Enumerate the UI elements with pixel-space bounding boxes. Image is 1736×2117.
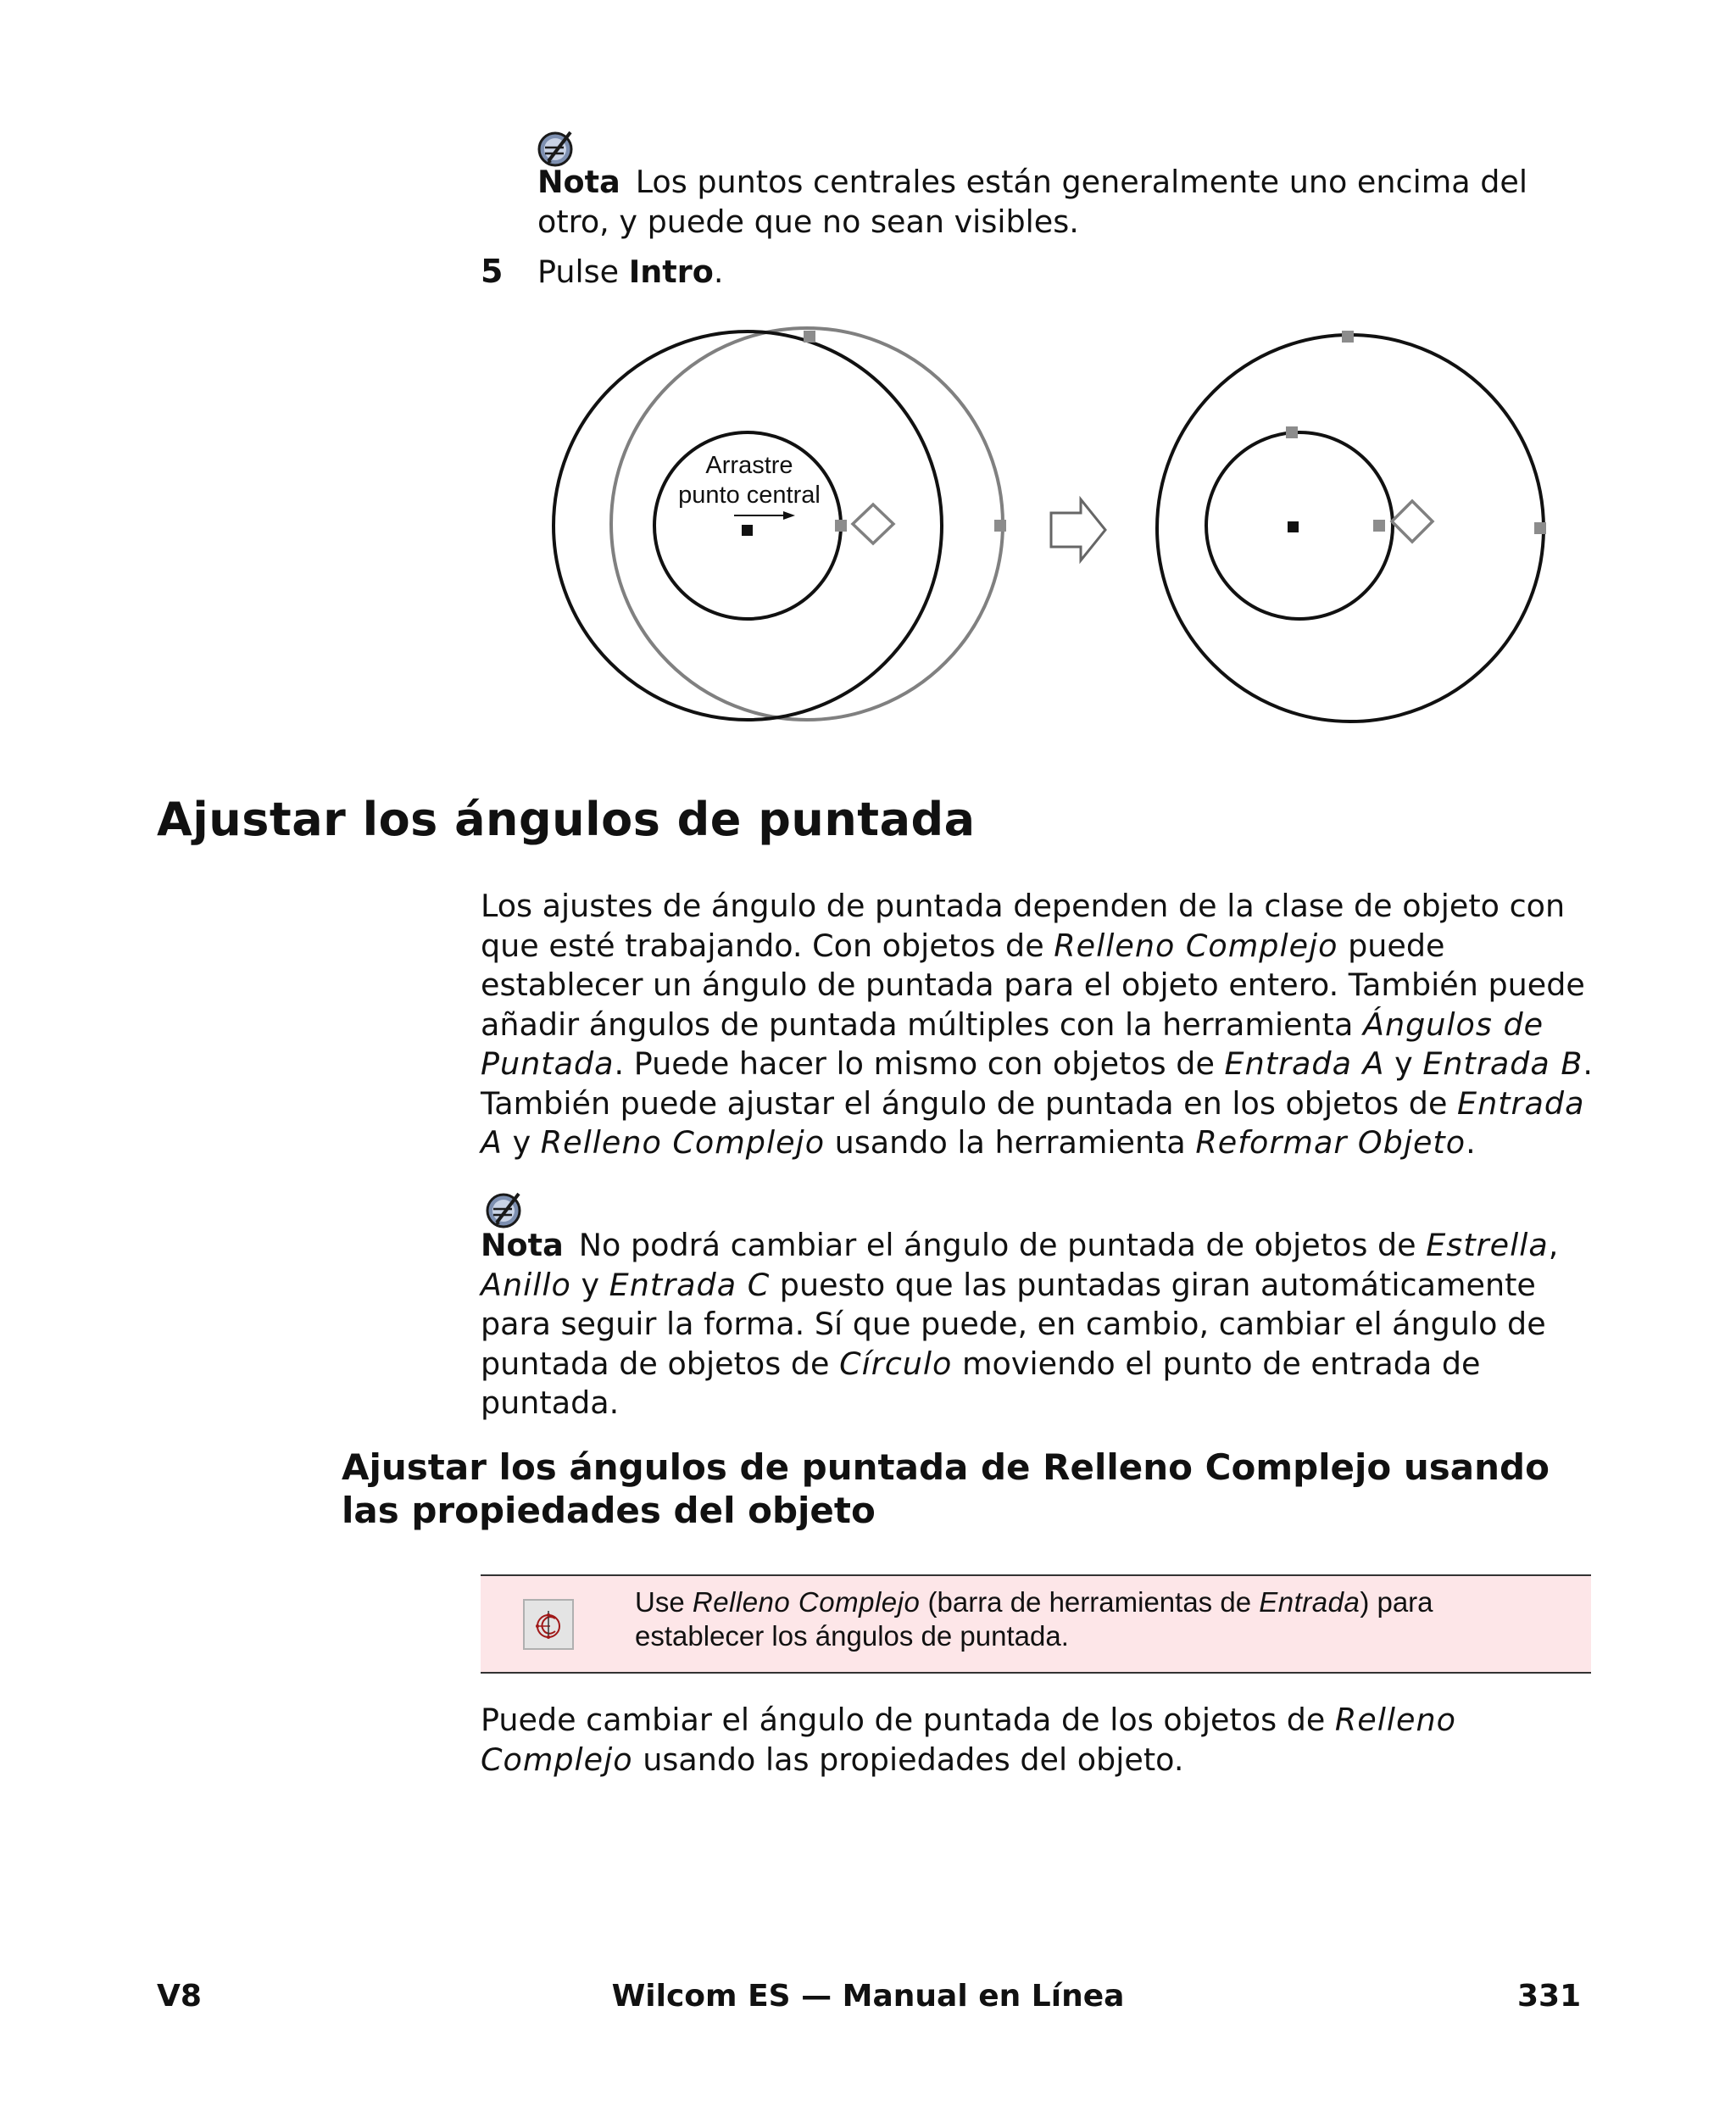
section-paragraph: Los ajustes de ángulo de puntada dependen de la clase de objeto con que esté trabajando. Con objetos de Relleno Complejo puede establecer un ángulo de puntada para el objeto entero. También puede añadir ángulos de puntada múltiples con la herramienta Ángulos de Puntada. Puede hacer lo mismo con objetos de Entrada A y Entrada B. También puede ajustar el ángulo de puntada en los objetos de Entrada A y Relleno Complejo usando la herramienta Reformar Objeto. <box>481 888 1594 1161</box>
right-arrow-icon <box>1051 499 1105 560</box>
step-text: Pulse Intro. <box>537 253 724 290</box>
note-label: Nota <box>537 164 620 200</box>
page-number: 331 <box>1517 1979 1582 2014</box>
note-text: Los puntos centrales están generalmente uno encima del otro, y puede que no sean visibles. <box>537 164 1528 240</box>
drag-label-line1: Arrastre <box>705 452 793 479</box>
drag-label-line2: punto central <box>678 482 821 509</box>
key-name: Intro <box>628 253 714 290</box>
note-tip: Nota No podrá cambiar el ángulo de puntada de objetos de Estrella, Anillo y Entrada C puesto que las puntadas giran automáticamente para seguir la forma. Sí que puede, en cambio, cambiar el ángulo de puntada de objetos de Círculo moviendo el punto de entrada de puntada. <box>481 1227 1559 1421</box>
note-tip <box>537 163 1597 242</box>
result-handle-inner-right <box>1373 520 1385 532</box>
complex-fill-tool-icon[interactable] <box>523 1599 574 1650</box>
handle-inner-right <box>835 520 847 532</box>
note-label: Nota <box>481 1227 564 1263</box>
result-inner-circle <box>1206 432 1393 619</box>
result-outer-circle <box>1157 335 1544 721</box>
tool-tip-text: Use Relleno Complejo (barra de herramientas de Entrada) para establecer los ángulos de puntada. <box>635 1586 1433 1652</box>
circle-center-drag-figure <box>526 318 1568 742</box>
result-stitch-entry-diamond <box>1392 501 1433 542</box>
center-point <box>742 525 753 536</box>
result-handle-top <box>1342 331 1354 343</box>
subsection-title: Ajustar los ángulos de puntada de Relleno Complejo usando las propiedades del objeto <box>342 1446 1550 1531</box>
section-title: Ajustar los ángulos de puntada <box>157 793 976 846</box>
note-pencil-icon <box>485 1190 524 1229</box>
result-handle-inner-top <box>1286 426 1298 438</box>
subsection-paragraph: Puede cambiar el ángulo de puntada de los objetos de Relleno Complejo usando las propiedades del objeto. <box>481 1702 1456 1778</box>
result-handle-right <box>1534 522 1546 534</box>
handle-right <box>994 520 1006 532</box>
result-center-point <box>1288 521 1299 532</box>
moved-outer-circle <box>611 328 1003 720</box>
drag-arrow-head <box>783 511 795 520</box>
step-number: 5 <box>481 253 504 290</box>
stitch-entry-diamond <box>853 504 893 543</box>
footer-version: V8 <box>157 1979 202 2014</box>
handle-top <box>804 331 815 343</box>
footer-title: Wilcom ES — Manual en Línea <box>611 1979 1125 2014</box>
tool-tip-box <box>481 1574 1591 1674</box>
